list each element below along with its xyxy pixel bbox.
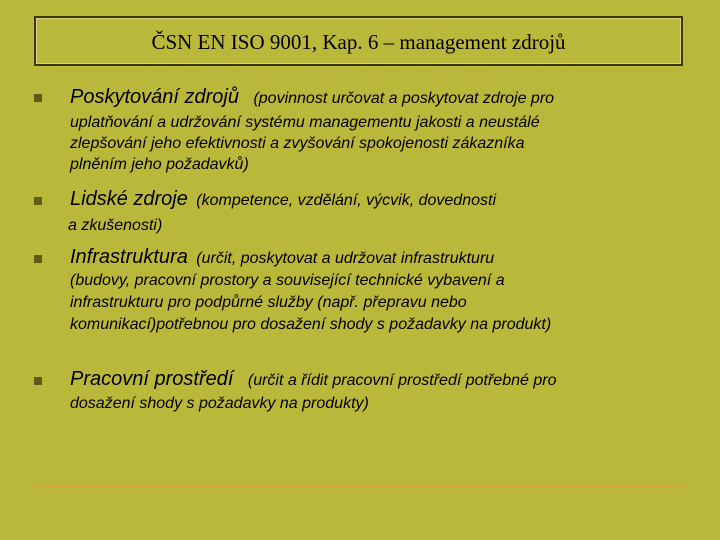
item-line: uplatňování a udržování systému managementu jakosti a neustálé [70,114,540,131]
item-description: (povinnost určovat a poskytovat zdroje pro [253,90,555,107]
item-term: Lidské zdroje [70,188,188,210]
title-box [34,16,683,66]
bullet-square-icon [34,94,42,102]
item-description: (určit, poskytovat a udržovat infrastrukturu [196,250,495,267]
item-term: Pracovní prostředí [70,368,234,390]
item-line: dosažení shody s požadavky na produkty) [70,395,369,412]
item-term: Infrastruktura [70,246,188,268]
item-heading [70,188,496,211]
item-description: (určit a řídit pracovní prostředí potřebné pro [247,372,557,389]
slide-title: ČSN EN ISO 9001, Kap. 6 – management zdrojů [151,30,566,54]
bottom-divider [36,485,684,487]
bullet-square-icon [34,377,42,385]
item-line: infrastrukturu pro podpůrné služby (např. přepravu nebo [70,294,467,311]
bullet-square-icon [34,255,42,263]
item-line: komunikací)potřebnou pro dosažení shody s požadavky na produkt) [70,316,552,333]
item-line: (budovy, pracovní prostory a související technické vybavení a [70,272,505,289]
item-line: plněním jeho požadavků) [70,156,249,173]
item-heading [70,246,494,269]
item-heading [70,368,556,391]
item-description: (kompetence, vzdělání, výcvik, dovednosti [196,192,496,209]
item-line: a zkušenosti) [68,217,163,234]
item-term: Poskytování zdrojů [70,86,239,108]
item-heading [70,86,554,109]
bullet-square-icon [34,197,42,205]
item-line: zlepšování jeho efektivnosti a zvyšování spokojenosti zákazníka [70,135,525,152]
